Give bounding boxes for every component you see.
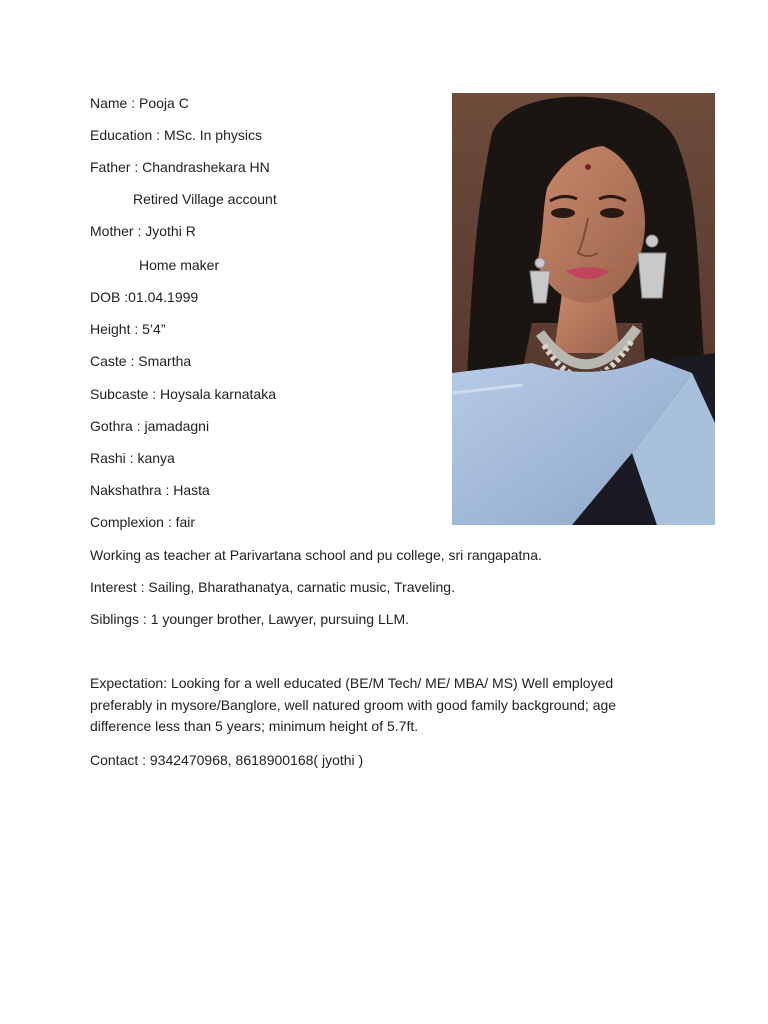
profile-photo (452, 93, 715, 525)
education-line: Education : MSc. In physics (90, 127, 262, 143)
working-line: Working as teacher at Parivartana school and pu college, sri rangapatna. (90, 547, 542, 563)
siblings-line: Siblings : 1 younger brother, Lawyer, pursuing LLM. (90, 611, 410, 627)
dob-line: DOB :01.04.1999 (90, 289, 199, 305)
mother-line: Mother : Jyothi R (90, 223, 196, 239)
subcaste-line: Subcaste : Hoysala karnataka (90, 386, 276, 402)
gothra-line: Gothra : jamadagni (90, 418, 210, 434)
contact-line: Contact : 9342470968, 8618900168( jyothi ) (90, 752, 364, 768)
nakshathra-line: Nakshathra : Hasta (90, 482, 210, 498)
height-line: Height : 5’4” (90, 321, 166, 337)
name-line: Name : Pooja C (90, 95, 189, 111)
mother-occupation-line: Home maker (139, 257, 220, 273)
interest-line: Interest : Sailing, Bharathanatya, carnatic music, Traveling. (90, 579, 455, 595)
expectation-paragraph: Expectation: Looking for a well educated (BE/M Tech/ ME/ MBA/ MS) Well employed preferably in mysore/Banglore, well natured groom with good family background; age difference less than 5 years; minimum height of 5.7ft. (90, 675, 617, 734)
father-line: Father : Chandrashekara HN (90, 159, 270, 175)
caste-line: Caste : Smartha (90, 353, 192, 369)
rashi-line: Rashi : kanya (90, 450, 175, 466)
complexion-line: Complexion : fair (90, 514, 196, 530)
father-occupation-line: Retired Village account (133, 191, 277, 207)
